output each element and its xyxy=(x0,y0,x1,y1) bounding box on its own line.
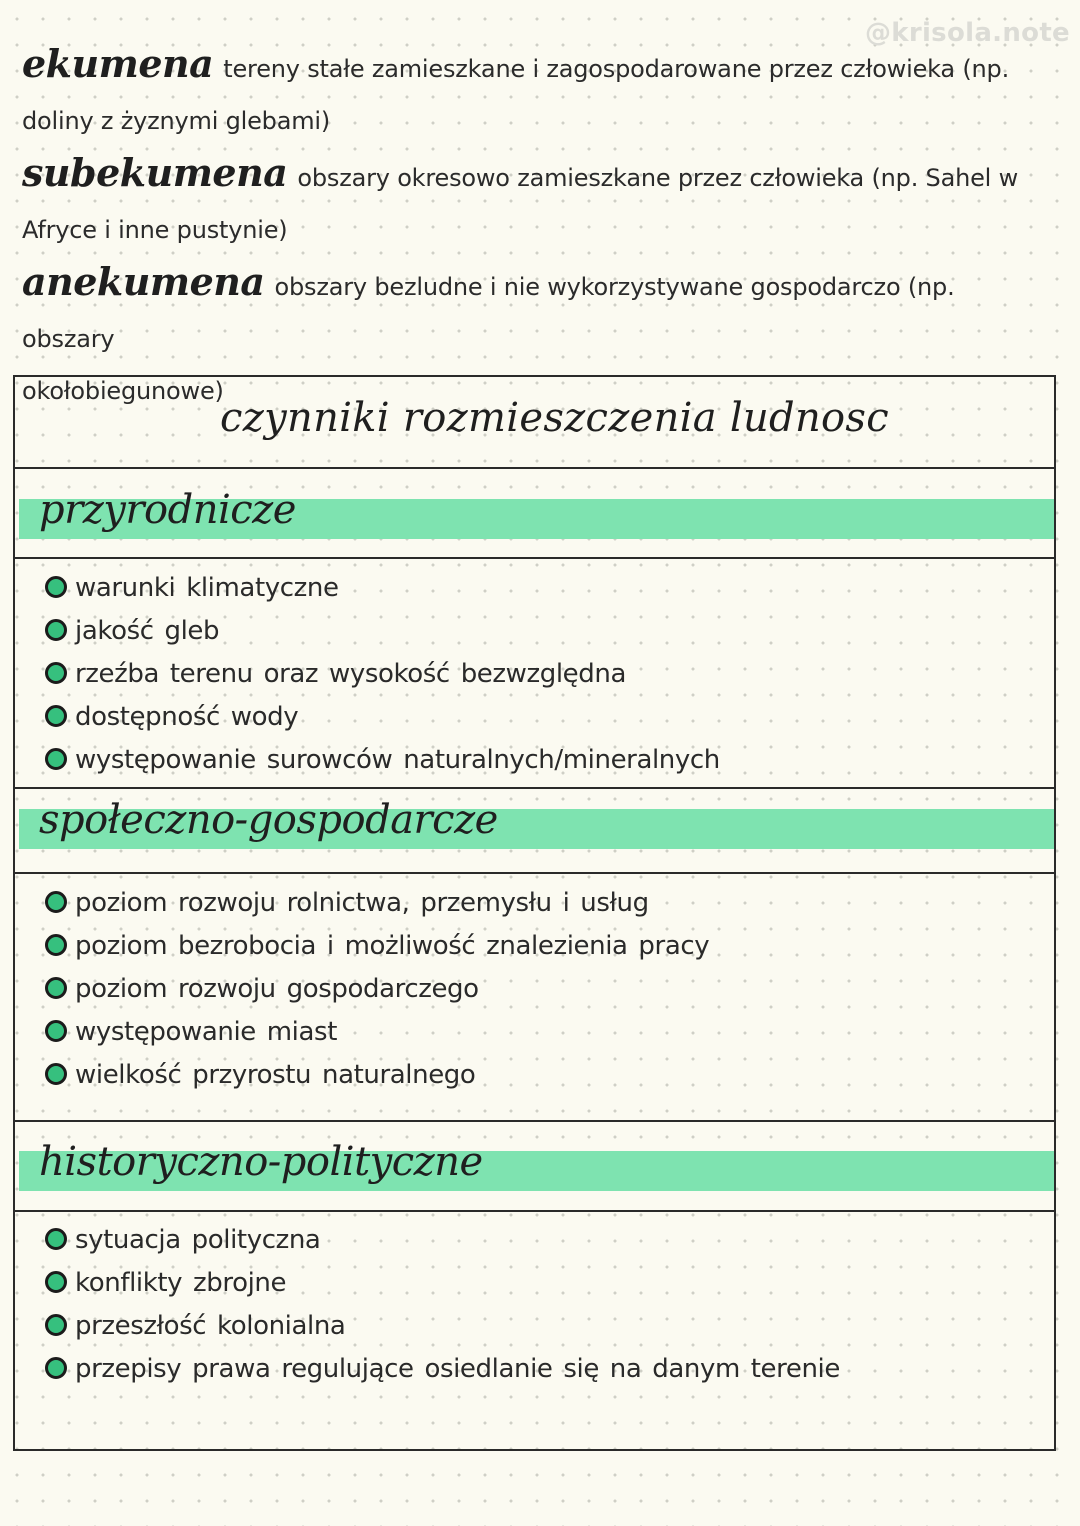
bullet-icon xyxy=(45,1357,67,1379)
list-item xyxy=(45,610,720,653)
divider xyxy=(15,872,1054,874)
watermark: @krisola.note xyxy=(864,18,1070,48)
bullet-icon xyxy=(45,1228,67,1250)
list-item-text: jakość gleb xyxy=(75,616,220,646)
section-list-historical xyxy=(45,1219,840,1391)
section-title: przyrodnicze xyxy=(39,487,296,533)
definition-text: obszary okresowo zamieszkane przez człowieka (np. Sahel w xyxy=(297,164,1018,192)
definition-subekumena xyxy=(22,147,1032,256)
list-item xyxy=(45,1262,840,1305)
list-item xyxy=(45,925,709,968)
definition-text: doliny z żyznymi glebami) xyxy=(22,107,331,135)
section-list-socioeconomic xyxy=(45,882,709,1097)
divider xyxy=(15,557,1054,559)
list-item-text: przeszłość kolonialna xyxy=(75,1311,346,1341)
bullet-icon xyxy=(45,1020,67,1042)
bullet-icon xyxy=(45,705,67,727)
definition-text: obszary bezludne i nie wykorzystywane gospodarczo (np. obszary xyxy=(22,273,955,353)
divider xyxy=(15,1210,1054,1212)
list-item-text: występowanie miast xyxy=(75,1017,337,1047)
bullet-icon xyxy=(45,1271,67,1293)
bullet-icon xyxy=(45,934,67,956)
list-item xyxy=(45,1054,709,1097)
list-item-text: przepisy prawa regulujące osiedlanie się na danym terenie xyxy=(75,1354,840,1384)
definition-text: tereny stałe zamieszkane i zagospodarowane przez człowieka (np. xyxy=(223,55,1009,83)
bullet-icon xyxy=(45,1063,67,1085)
bullet-icon xyxy=(45,1314,67,1336)
definition-text: okołobiegunowe) xyxy=(22,377,224,405)
divider xyxy=(15,1120,1054,1122)
bullet-icon xyxy=(45,748,67,770)
divider xyxy=(15,787,1054,789)
term-anekumena: anekumena xyxy=(22,259,265,304)
list-item xyxy=(45,696,720,739)
section-title: społeczno-gospodarcze xyxy=(39,797,498,843)
bullet-icon xyxy=(45,619,67,641)
table-title: czynniki rozmieszczenia ludnosc xyxy=(220,395,889,441)
list-item xyxy=(45,1305,840,1348)
list-item xyxy=(45,882,709,925)
bullet-icon xyxy=(45,891,67,913)
list-item-text: warunki klimatyczne xyxy=(75,573,339,603)
list-item-text: poziom rozwoju rolnictwa, przemysłu i usług xyxy=(75,888,649,918)
term-subekumena: subekumena xyxy=(22,150,288,195)
bullet-icon xyxy=(45,576,67,598)
section-title: historyczno-polityczne xyxy=(39,1139,483,1185)
list-item xyxy=(45,739,720,782)
list-item xyxy=(45,653,720,696)
list-item-text: rzeźba terenu oraz wysokość bezwzględna xyxy=(75,659,626,689)
section-list-natural xyxy=(45,567,720,782)
term-ekumena: ekumena xyxy=(22,41,214,86)
list-item xyxy=(45,1011,709,1054)
list-item xyxy=(45,567,720,610)
bullet-icon xyxy=(45,662,67,684)
list-item-text: poziom bezrobocia i możliwość znalezienia pracy xyxy=(75,931,710,961)
list-item-text: poziom rozwoju gospodarczego xyxy=(75,974,479,1004)
list-item xyxy=(45,968,709,1011)
factors-table xyxy=(13,375,1056,1451)
list-item-text: sytuacja polityczna xyxy=(75,1225,321,1255)
definition-ekumena xyxy=(22,38,1032,147)
list-item-text: występowanie surowców naturalnych/mineralnych xyxy=(75,745,720,775)
list-item xyxy=(45,1348,840,1391)
definition-text: Afryce i inne pustynie) xyxy=(22,216,288,244)
definitions xyxy=(22,38,1032,417)
list-item-text: konflikty zbrojne xyxy=(75,1268,287,1298)
table-title-row xyxy=(15,377,1054,469)
list-item-text: dostępność wody xyxy=(75,702,299,732)
list-item xyxy=(45,1219,840,1262)
list-item-text: wielkość przyrostu naturalnego xyxy=(75,1060,476,1090)
bullet-icon xyxy=(45,977,67,999)
